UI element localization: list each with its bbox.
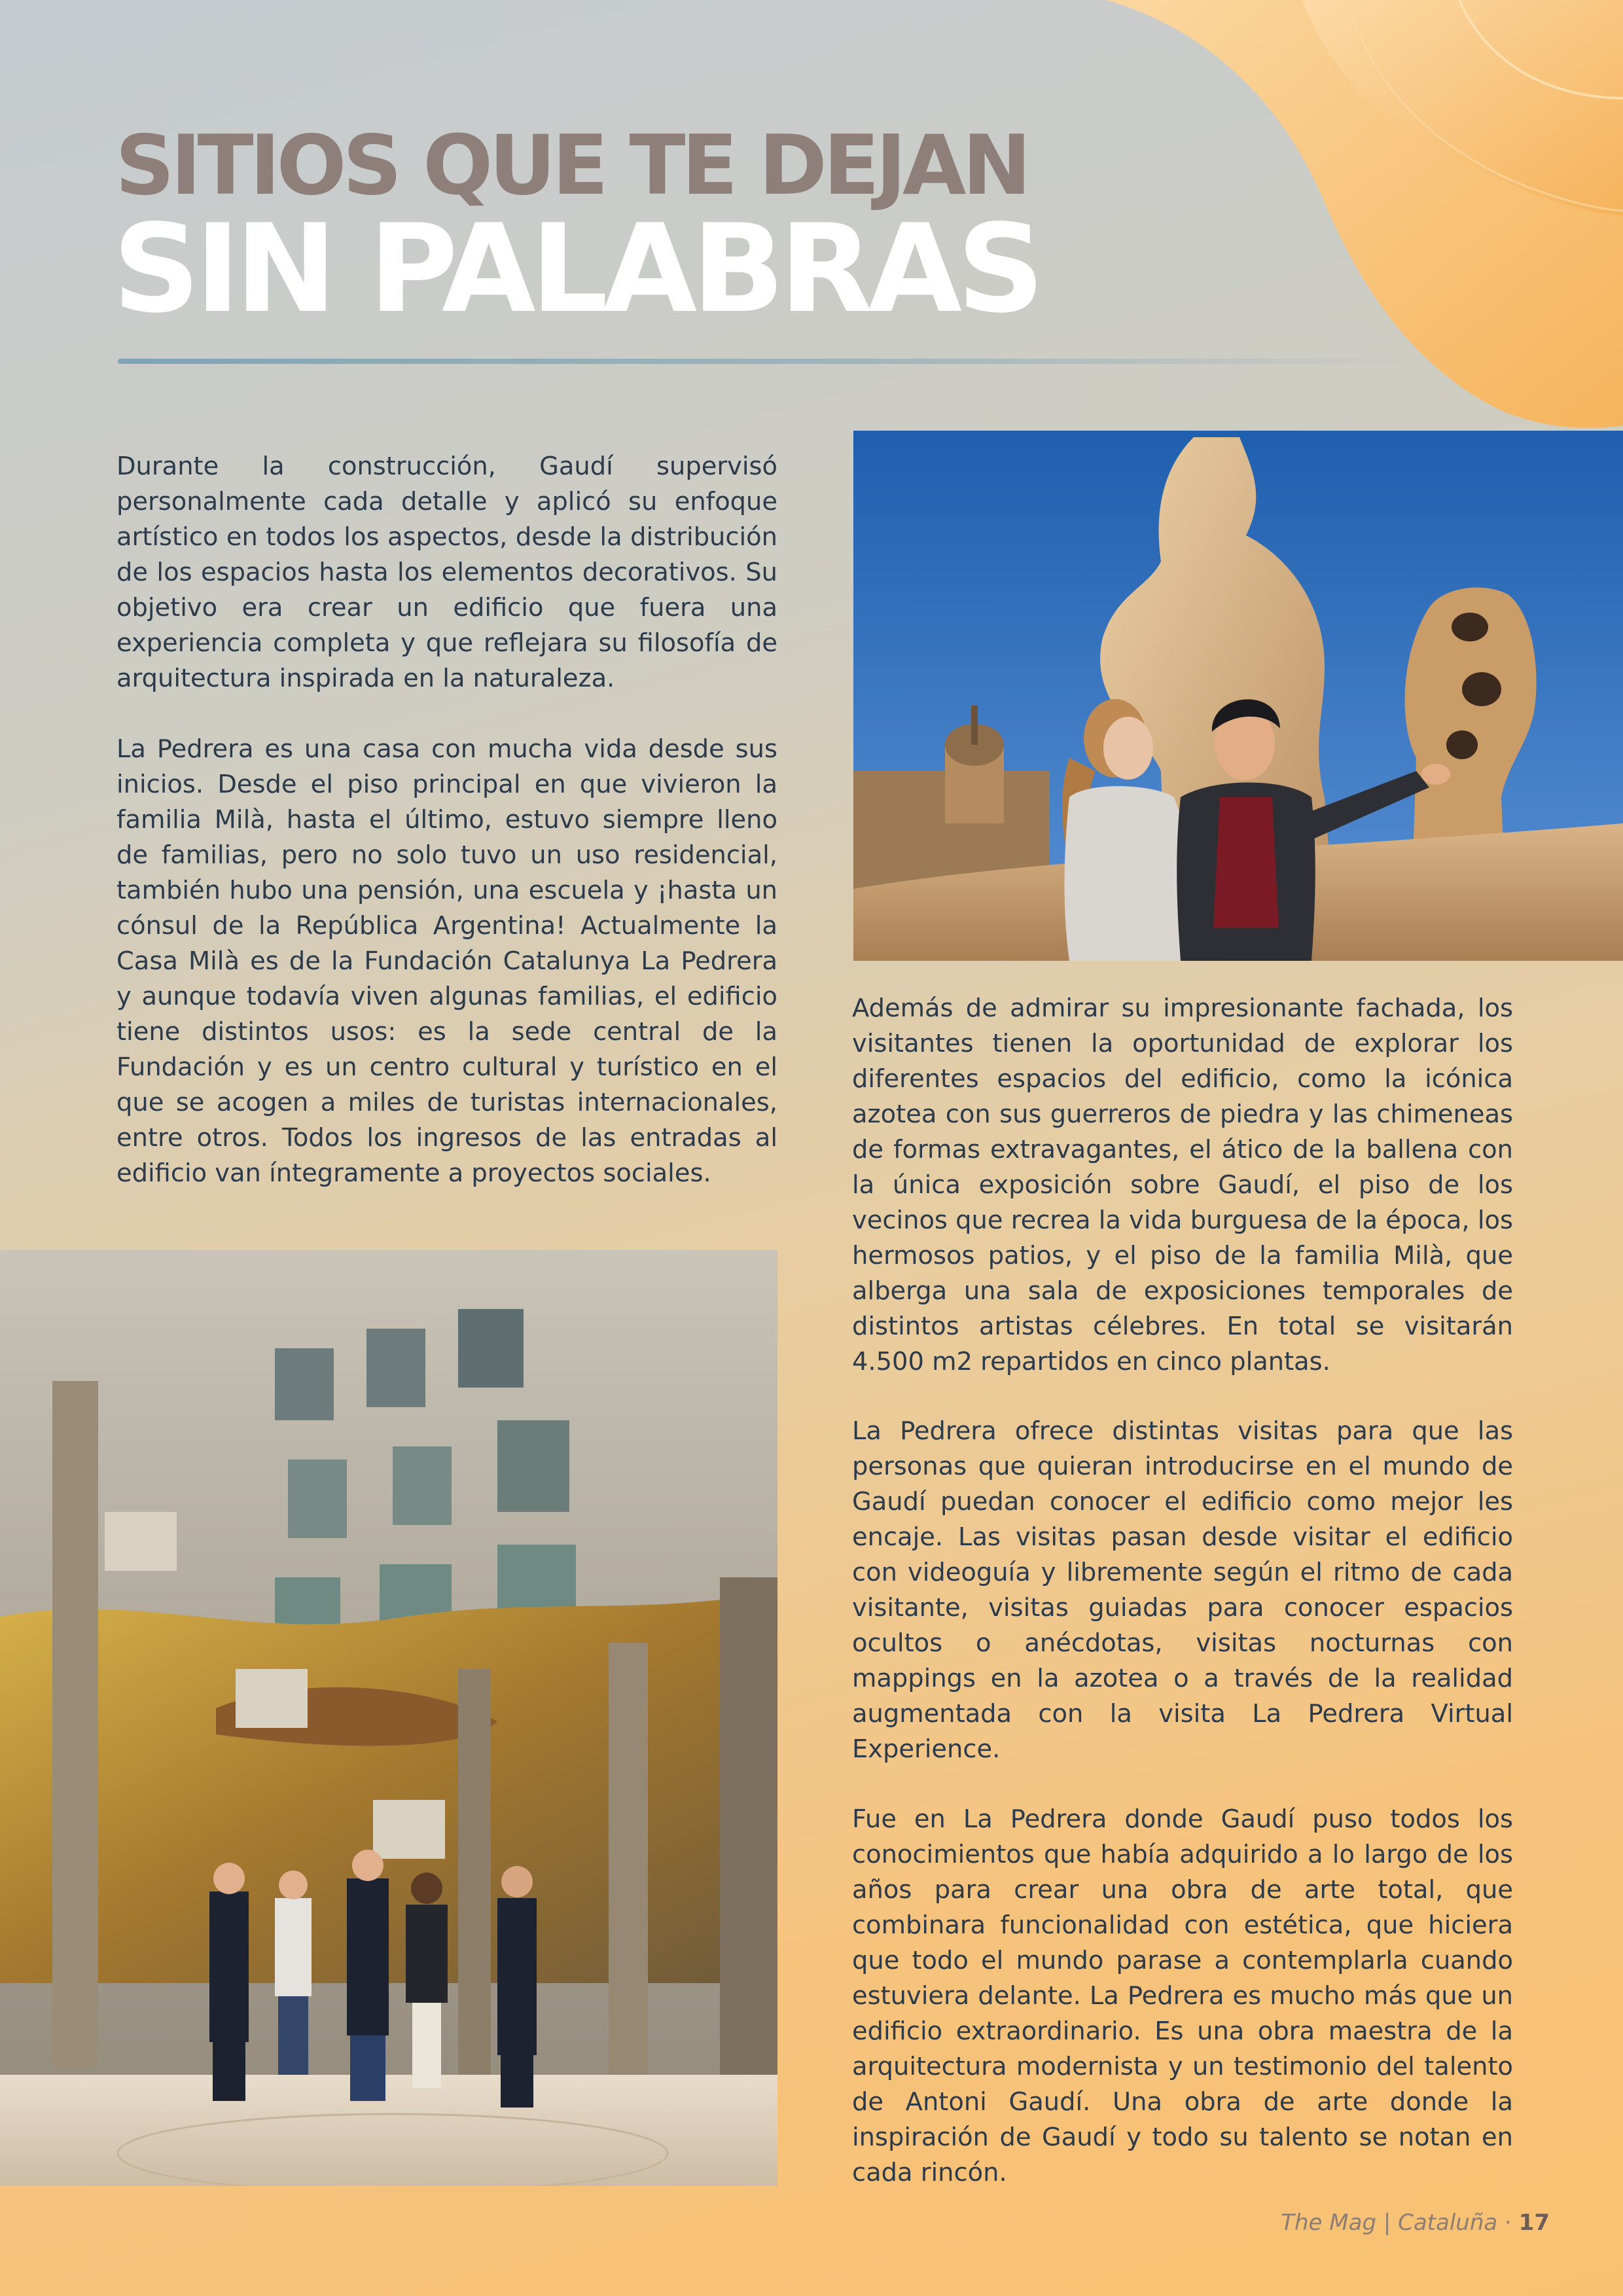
paragraph-4: La Pedrera ofrece distintas visitas para que las personas que quieran introducirse en el mundo de Gaudí puedan conocer el edificio como mejor les encaje. Las visitas pasan desde visitar el edificio con videoguía y libremente según el ritmo de cada visitante, visitas guiadas para conocer espacios ocultos o anécdotas, visitas nocturnas con mappings en la azotea o a través de la realidad augmentada con la visita La Pedrera Virtual Experience. [852,1416,1513,1764]
title-line-2: SIN PALABRAS [113,198,1040,340]
footer-separator: · [1497,2210,1519,2236]
title-divider [118,359,1414,364]
title-line-1: SITIOS QUE TE DEJAN [115,117,1027,213]
page-number: 17 [1518,2210,1550,2236]
footer-magazine-name: The Mag | Cataluña [1281,2210,1498,2236]
courtyard-photo [0,1250,777,2186]
paragraph-5: Fue en La Pedrera donde Gaudí puso todos los conocimientos que había adquirido a lo largo de los años para crear una obra de arte total, que combinara funcionalidad con estética, que hiciera que todo el mundo parase a contemplarla cuando estuviera delante. La Pedrera es mucho más que un edificio extraordinario. Es una obra maestra de la arquitectura modernista y un testimonio del talento de Antoni Gaudí. Una obra de arte donde la inspiración de Gaudí y todo su talento se notan en cada rincón. [852,1804,1513,2187]
paragraph-2: La Pedrera es una casa con mucha vida desde sus inicios. Desde el piso principal en que vivieron la familia Milà, hasta el último, estuvo siempre lleno de familias, pero no solo tuvo un uso residencial, también hubo una pensión, una escuela y ¡hasta un cónsul de la República Argentina! Actualmente la Casa Milà es de la Fundación Catalunya La Pedrera y aunque todavía viven algunas familias, el edificio tiene distintos usos: es la sede central de la Fundación y es un centro cultural y turístico en el que se acogen a miles de turistas internacionales, entre otros. Todos los ingresos de las entradas al edificio van íntegramente a proyectos sociales. [116,734,777,1188]
paragraph-3: Además de admirar su impresionante fachada, los visitantes tienen la oportunidad de explorar los diferentes espacios del edificio, como la icónica azotea con sus guerreros de piedra y las chimeneas de formas extravagantes, el ático de la ballena con la única exposición sobre Gaudí, el piso de los vecinos que recrea la vida burguesa de la época, los hermosos patios, y el piso de la familia Milà, que alberga una sala de exposiciones temporales de distintos artistas célebres. En total se visitarán 4.500 m2 repartidos en cinco plantas. [852,994,1513,1376]
paragraph-1: Durante la construcción, Gaudí supervisó personalmente cada detalle y aplicó su enfoque artístico en todos los aspectos, desde la distribución de los espacios hasta los elementos decorativos. Su objetivo era crear un edificio que fuera una experiencia completa y que reflejara su filosofía de arquitectura inspirada en la naturaleza. [116,452,777,693]
page-footer [1281,2210,1550,2236]
rooftop-photo [853,431,1623,961]
